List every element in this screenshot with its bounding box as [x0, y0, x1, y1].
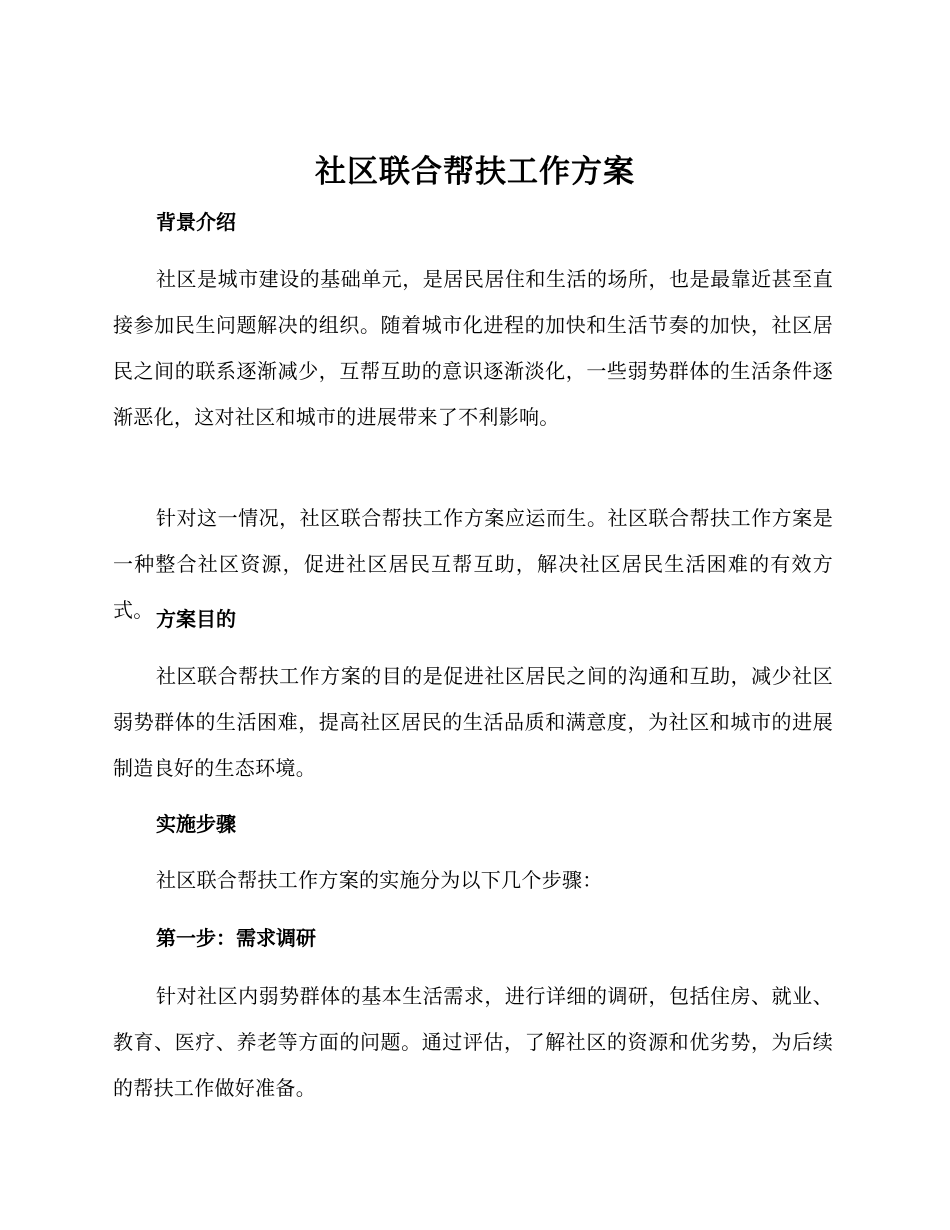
paragraph-purpose: 社区联合帮扶工作方案的目的是促进社区居民之间的沟通和互助，减少社区弱势群体的生活困难，提高社区居民的生活品质和满意度，为社区和城市的进展制造良好的生态环境。 [113, 664, 833, 780]
section-heading-steps: 实施步骤 [156, 812, 236, 836]
section-heading-background: 背景介绍 [156, 210, 236, 234]
paragraph-background-1: 社区是城市建设的基础单元，是居民居住和生活的场所，也是最靠近甚至直接参加民生问题解决的组织。随着城市化进程的加快和生活节奏的加快，社区居民之间的联系逐渐减少，互帮互助的意识逐渐淡化，一些弱势群体的生活条件逐渐恶化，这对社区和城市的进展带来了不利影响。 [113, 267, 833, 429]
paragraph-step-one: 针对社区内弱势群体的基本生活需求，进行详细的调研，包括住房、就业、教育、医疗、养老等方面的问题。通过评估，了解社区的资源和优劣势，为后续的帮扶工作做好准备。 [113, 984, 833, 1100]
section-heading-purpose: 方案目的 [156, 607, 236, 631]
document-title: 社区联合帮扶工作方案 [315, 154, 635, 190]
paragraph-steps-intro: 社区联合帮扶工作方案的实施分为以下几个步骤： [156, 868, 603, 892]
section-heading-step-one: 第一步：需求调研 [156, 926, 316, 950]
paragraph-background-2: 针对这一情况，社区联合帮扶工作方案应运而生。社区联合帮扶工作方案是一种整合社区资源，促进社区居民互帮互助，解决社区居民生活困难的有效方式。 [113, 506, 833, 622]
